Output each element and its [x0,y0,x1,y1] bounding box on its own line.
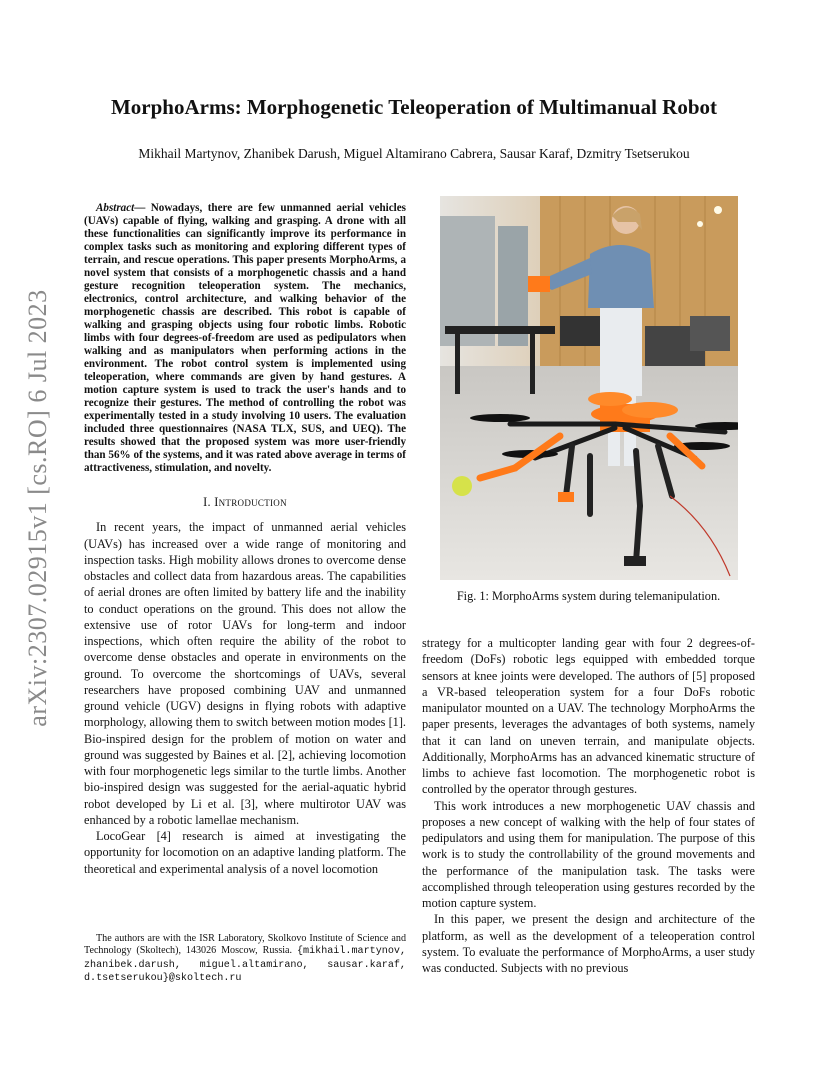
paragraph: LocoGear [4] research is aimed at investigating the opportunity for locomotion on an adaptive landing platform. The theoretical and experimental analysis of a novel locomotion [84,829,406,876]
section-heading-introduction: I. Introduction [203,495,287,510]
figure-photo [440,196,738,580]
footnote-affiliation: The authors are with the ISR Laboratory, Skolkovo Institute of Science and Technology (Skoltech), 143026 Moscow, Russia. [84,933,406,957]
paper-title: MorphoArms: Morphogenetic Teleoperation of Multimanual Robot [110,95,718,119]
paragraph: In recent years, the impact of unmanned aerial vehicles (UAVs) has increased over a wide range of monitoring and inspection tasks. High mobility allows drones to overcome dense obstacles and collect data from hazardous areas. The capabilities of aerial drones are often limited by battery life and the inability to conduct operations on the ground. This does not allow the extensive use of rotor UAVs for long-term and indoor inspections, which often require the ability of the robot to overcome dense obstacles and operate in environments on the ground. To overcome the shortcomings of UAVs, several researchers have proposed combining UAV and unmanned ground vehicle (UGV) designs in flying robots with adaptive morphology, allowing them to switch between motion modes [1]. Bio-inspired design for the problem of motion on water and ground was suggested by Baines et al. [2], achieving locomotion with four morphogenetic legs similar to the turtle limbs. Another bio-inspired design was suggested for the aerial-aquatic hybrid robot developed by Li et al. [3], where multirotor UAV was enhanced by a robotic lamellae mechanism. [84,520,406,827]
robot-photo-illustration [440,196,738,580]
paragraph: strategy for a multicopter landing gear with four 2 degrees-of-freedom (DoFs) robotic legs equipped with embedded torque sensors at knee joints were developed. The authors of [5] proposed a VR-based teleoperation system for a four DoFs robotic manipulator mounted on a UAV. The technology MorphoArms the paper presents, leverages the advantages of both systems, namely that it can land on uneven terrain, and manipulate objects. Additionally, MorphoArms has an advanced kinematic structure of limbs to achieve fast locomotion. The morphogenetic robot is controlled by the operator through gestures. [422,636,755,797]
abstract [84,202,406,475]
arxiv-stamp: arXiv:2307.02915v1 [cs.RO] 6 Jul 2023 [23,289,52,727]
left-column [84,202,406,877]
footnote [84,933,406,986]
abstract-lead: Abstract [96,202,135,214]
paragraph: In this paper, we present the design and architecture of the platform, as well as the development of a teleoperation control system. To evaluate the performance of MorphoArms, a user study was conducted. Subjects with no previous [422,912,755,975]
right-column [422,635,755,976]
abstract-text: — Nowadays, there are few unmanned aerial vehicles (UAVs) capable of flying, walking and grasping. A drone with all these functionalities can significantly improve its performance in complex tasks such as monitoring and exploring different types of terrain, and rescue operations. This paper presents MorphoArms, a novel system that consists of a morphogenetic chassis and a hand gesture recognition teleoperation system. The mechanics, electronics, control architecture, and walking behavior of the morphogenetic chassis are described. This robot is capable of walking and grasping objects using four robotic limbs. Robotic limbs with four degrees-of-freedom are used as pedipulators when walking and as manipulators when performing actions in the environment. The robot control system is implemented using teleoperation, where commands are given by hand gestures. A motion capture system is used to track the user's hands and to recognize their gestures. The method of controlling the robot was experimentally tested in a study involving 10 users. The evaluation included three questionnaires (NASA TLX, SUS, and UEQ). The results showed that the proposed system was more user-friendly than 56% of the systems, and it was rated above average in terms of attractiveness, stimulation, and novelty. [84,202,406,475]
footnote-emails: {mikhail.martynov, zhanibek.darush, miguel.altamirano, sausar.karaf, d.tsetserukou}@skoltech.ru [84,946,406,985]
paragraph: This work introduces a new morphogenetic UAV chassis and proposes a new concept of walking with the help of four states of pedipulators and using them for manipulation. The purpose of this work is to study the controllability of the ground movements and the performance of the manipulation task. The tasks were accomplished through teleoperation using gestures recorded by the motion capture system. [422,798,755,910]
author-list: Mikhail Martynov, Zhanibek Darush, Miguel Altamirano Cabrera, Sausar Karaf, Dzmitry Tsetserukou [138,146,690,161]
figure-caption: Fig. 1: MorphoArms system during telemanipulation. [456,589,721,603]
